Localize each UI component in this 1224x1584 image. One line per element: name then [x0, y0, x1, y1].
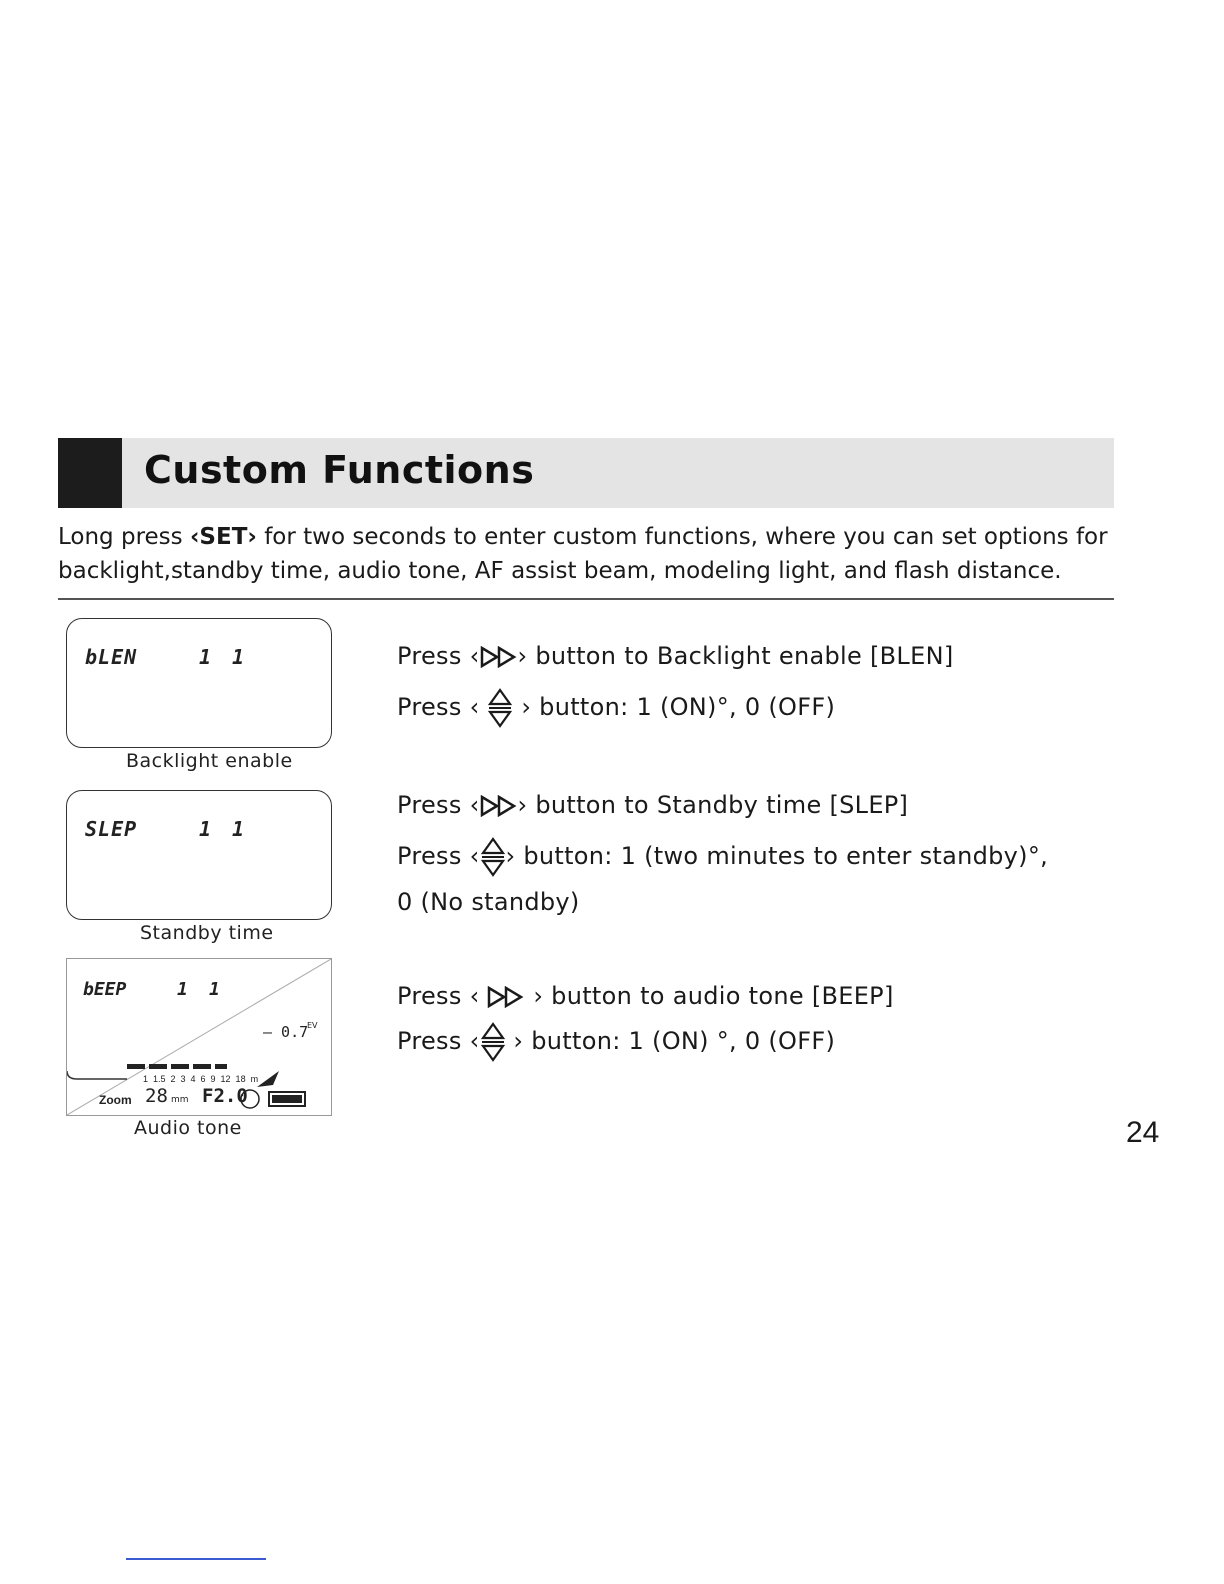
- caption-audio: Audio tone: [134, 1117, 242, 1139]
- header-block: [58, 438, 122, 508]
- text: Press ‹: [397, 1027, 480, 1055]
- lcd-value: 1: [199, 645, 212, 669]
- instruction-line: [397, 1022, 835, 1062]
- lcd-value: 1: [177, 979, 188, 1000]
- instruction-line: [397, 688, 835, 728]
- lcd-code: bEEP: [83, 979, 127, 1000]
- text: Press ‹: [397, 791, 480, 819]
- page-number: 24: [1126, 1116, 1160, 1149]
- double-triangle-right-icon: [480, 646, 518, 668]
- text: Press ‹: [397, 842, 480, 870]
- double-triangle-right-icon: [480, 795, 518, 817]
- text: Press ‹: [397, 642, 480, 670]
- section-header: [58, 438, 1114, 508]
- lcd-code: bLEN: [85, 645, 138, 669]
- up-down-triangle-icon: [480, 1022, 506, 1062]
- text: › button: 1 (ON) °, 0 (OFF): [505, 1027, 836, 1055]
- zoom-value: 28: [145, 1085, 168, 1107]
- lcd-value: 1: [232, 817, 245, 841]
- zoom-unit: mm: [171, 1095, 189, 1105]
- instruction-line: [397, 791, 908, 819]
- lcd-audio: [66, 958, 332, 1116]
- aperture-value: F2.0: [202, 1085, 248, 1107]
- instruction-line: [397, 837, 1048, 877]
- lcd-backlight: [66, 618, 332, 748]
- up-down-triangle-icon: [487, 688, 513, 728]
- intro-before: Long press: [58, 524, 190, 550]
- zoom-label: Zoom: [99, 1093, 132, 1107]
- instruction-line: [397, 642, 953, 670]
- footer-link-underline[interactable]: [126, 1558, 266, 1560]
- text: Press ‹: [397, 693, 488, 721]
- distance-scale: 1 1.5 2 3 4 6 9 12 18 m: [143, 1074, 259, 1084]
- double-triangle-right-icon: [487, 986, 525, 1008]
- text: › button to Standby time [SLEP]: [517, 791, 909, 819]
- lcd-code: SLEP: [85, 817, 138, 841]
- instruction-line: 0 (No standby): [397, 888, 580, 916]
- text: › button: 1 (two minutes to enter standby)°,: [505, 842, 1049, 870]
- lcd-value: 1: [232, 645, 245, 669]
- section-title: Custom Functions: [144, 448, 535, 492]
- text: › button to Backlight enable [BLEN]: [517, 642, 954, 670]
- divider: [58, 598, 1114, 600]
- intro-key: ‹SET›: [189, 524, 257, 550]
- intro-after: for two seconds to enter custom functions, where you can set options for backlight,standby time, audio tone, AF assist beam, modeling light, and flash distance.: [58, 524, 1108, 584]
- lcd-value: 1: [209, 979, 220, 1000]
- lcd-value: 1: [199, 817, 212, 841]
- up-down-triangle-icon: [480, 837, 506, 877]
- text: › button to audio tone [BEEP]: [525, 982, 894, 1010]
- lcd-standby: [66, 790, 332, 920]
- intro-paragraph: [58, 520, 1118, 588]
- text: Press ‹: [397, 982, 488, 1010]
- ev-value: – 0.7: [263, 1023, 309, 1041]
- ev-unit: EV: [307, 1021, 318, 1030]
- text: › button: 1 (ON)°, 0 (OFF): [513, 693, 836, 721]
- instruction-line: [397, 982, 894, 1010]
- caption-standby: Standby time: [140, 922, 274, 944]
- caption-backlight: Backlight enable: [126, 750, 293, 772]
